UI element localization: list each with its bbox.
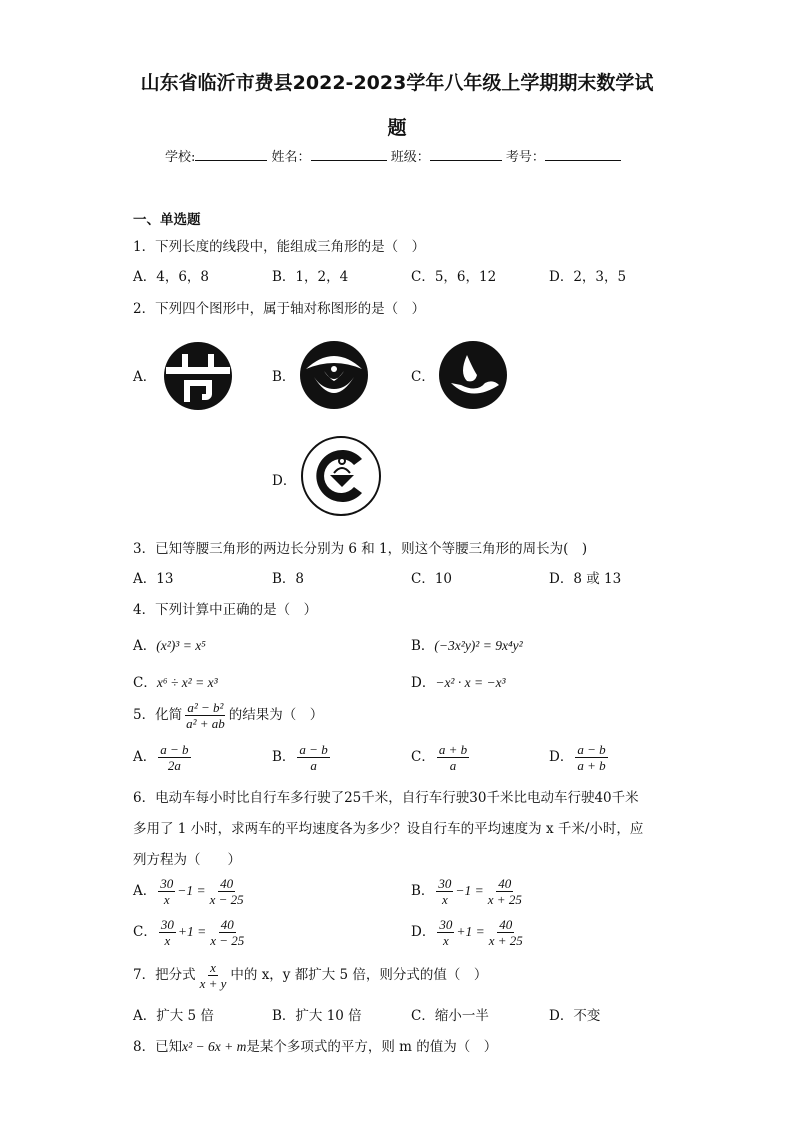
q3-option-a: A．13 (133, 571, 174, 587)
q4-stem: 4．下列计算中正确的是（ ） (133, 602, 318, 618)
name-label: 姓名： (271, 150, 311, 165)
q1-option-d: D．2，3，5 (549, 269, 627, 285)
q1-option-c: C．5，6，12 (411, 269, 497, 285)
doc-title-line2: 题 (387, 117, 407, 139)
q8-stem: 8．已知x² − 6x + m是某个多项式的平方，则 m 的值为（ ） (133, 1039, 498, 1055)
q1-option-b: B．1，2，4 (272, 269, 349, 285)
q1-option-a: A．4，6，8 (133, 269, 210, 285)
emblem-c-icon (437, 339, 509, 411)
q6-line3: 列方程为（ ） (133, 852, 241, 868)
name-blank[interactable] (311, 148, 387, 161)
emblem-b-icon (298, 339, 370, 411)
q6-option-b: B． $\frac{30}{x}$ −1 = $\frac{40}{x + 25}$ (411, 876, 522, 907)
q4-option-b: B．(−3x²y)² = 9x⁴y² (411, 638, 523, 654)
q7-option-c: C．缩小一半 (411, 1008, 489, 1024)
class-blank[interactable] (430, 148, 502, 161)
q6-option-d: D． $\frac{30}{x}$ +1 = $\frac{40}{x + 25}$ (411, 917, 523, 948)
q5-option-d: D． $\frac{a - b}{a + b}$ (549, 742, 606, 773)
q2-option-c: C． (411, 369, 435, 385)
number-label: 考号： (505, 150, 545, 165)
q3-stem: 3．已知等腰三角形的两边长分别为 6 和 1，则这个等腰三角形的周长为( ) (133, 541, 588, 557)
q6-line2: 多用了 1 小时，求两车的平均速度各为多少？设自行车的平均速度为 x 千米/小时，应 (133, 821, 644, 837)
q6-option-c: C． $\frac{30}{x}$ +1 = $\frac{40}{x - 25}$ (133, 917, 245, 948)
q2-option-a: A． (133, 369, 157, 385)
number-blank[interactable] (545, 148, 621, 161)
section-heading: 一、单选题 (133, 212, 201, 228)
class-label: 班级： (390, 150, 430, 165)
q5-option-a: A． $\frac{a - b}{2a}$ (133, 742, 189, 773)
q6-line1: 6．电动车每小时比自行车多行驶了25千米，自行车行驶30千米比电动车行驶40千米 (133, 790, 639, 806)
q3-option-c: C．10 (411, 571, 453, 587)
q6-option-a: A． $\frac{30}{x}$ −1 = $\frac{40}{x - 25}$ (133, 876, 244, 907)
q5-option-c: C． $\frac{a + b}{a}$ (411, 742, 468, 773)
q5-option-b: B． $\frac{a - b}{a}$ (272, 742, 328, 773)
school-blank[interactable] (195, 148, 267, 161)
q2-option-b: B． (272, 369, 296, 385)
q7-option-b: B．扩大 10 倍 (272, 1008, 362, 1024)
emblem-d-icon (300, 435, 382, 517)
doc-title-line1: 山东省临沂市费县2022-2023学年八年级上学期期末数学试 (140, 72, 654, 94)
q3-option-b: B．8 (272, 571, 305, 587)
q5-fraction: $\frac{\text{a² − b²}}{\text{a² + ab}}$ (186, 700, 225, 731)
q4-option-d: D．−x² · x = −x³ (411, 675, 506, 691)
student-info-row (165, 146, 621, 165)
q2-option-d: D． (272, 473, 297, 489)
emblem-a-icon (162, 340, 234, 412)
q7-fraction: $\frac{x}{x + y}$ (199, 960, 227, 991)
q3-option-d: D．8 或 13 (549, 571, 622, 587)
school-label: 学校: (165, 150, 196, 165)
q7-stem: 7．把分式 $\frac{x}{x + y}$ 中的 x，y 都扩大 5 倍，则分式的值（ ） (133, 960, 488, 991)
q2-stem: 2．下列四个图形中，属于轴对称图形的是（ ） (133, 301, 426, 317)
q5-stem: 5．化简 $\frac{\text{a² − b²}}{\text{a² + ab}}$ 的结果为（ ） (133, 700, 324, 731)
q4-option-c: C．x⁶ ÷ x² = x³ (133, 675, 218, 691)
q1-stem: 1．下列长度的线段中，能组成三角形的是（ ） (133, 239, 426, 255)
q7-option-d: D．不变 (549, 1008, 601, 1024)
q7-option-a: A．扩大 5 倍 (133, 1008, 214, 1024)
q4-option-a: A．(x²)³ = x⁵ (133, 638, 206, 654)
